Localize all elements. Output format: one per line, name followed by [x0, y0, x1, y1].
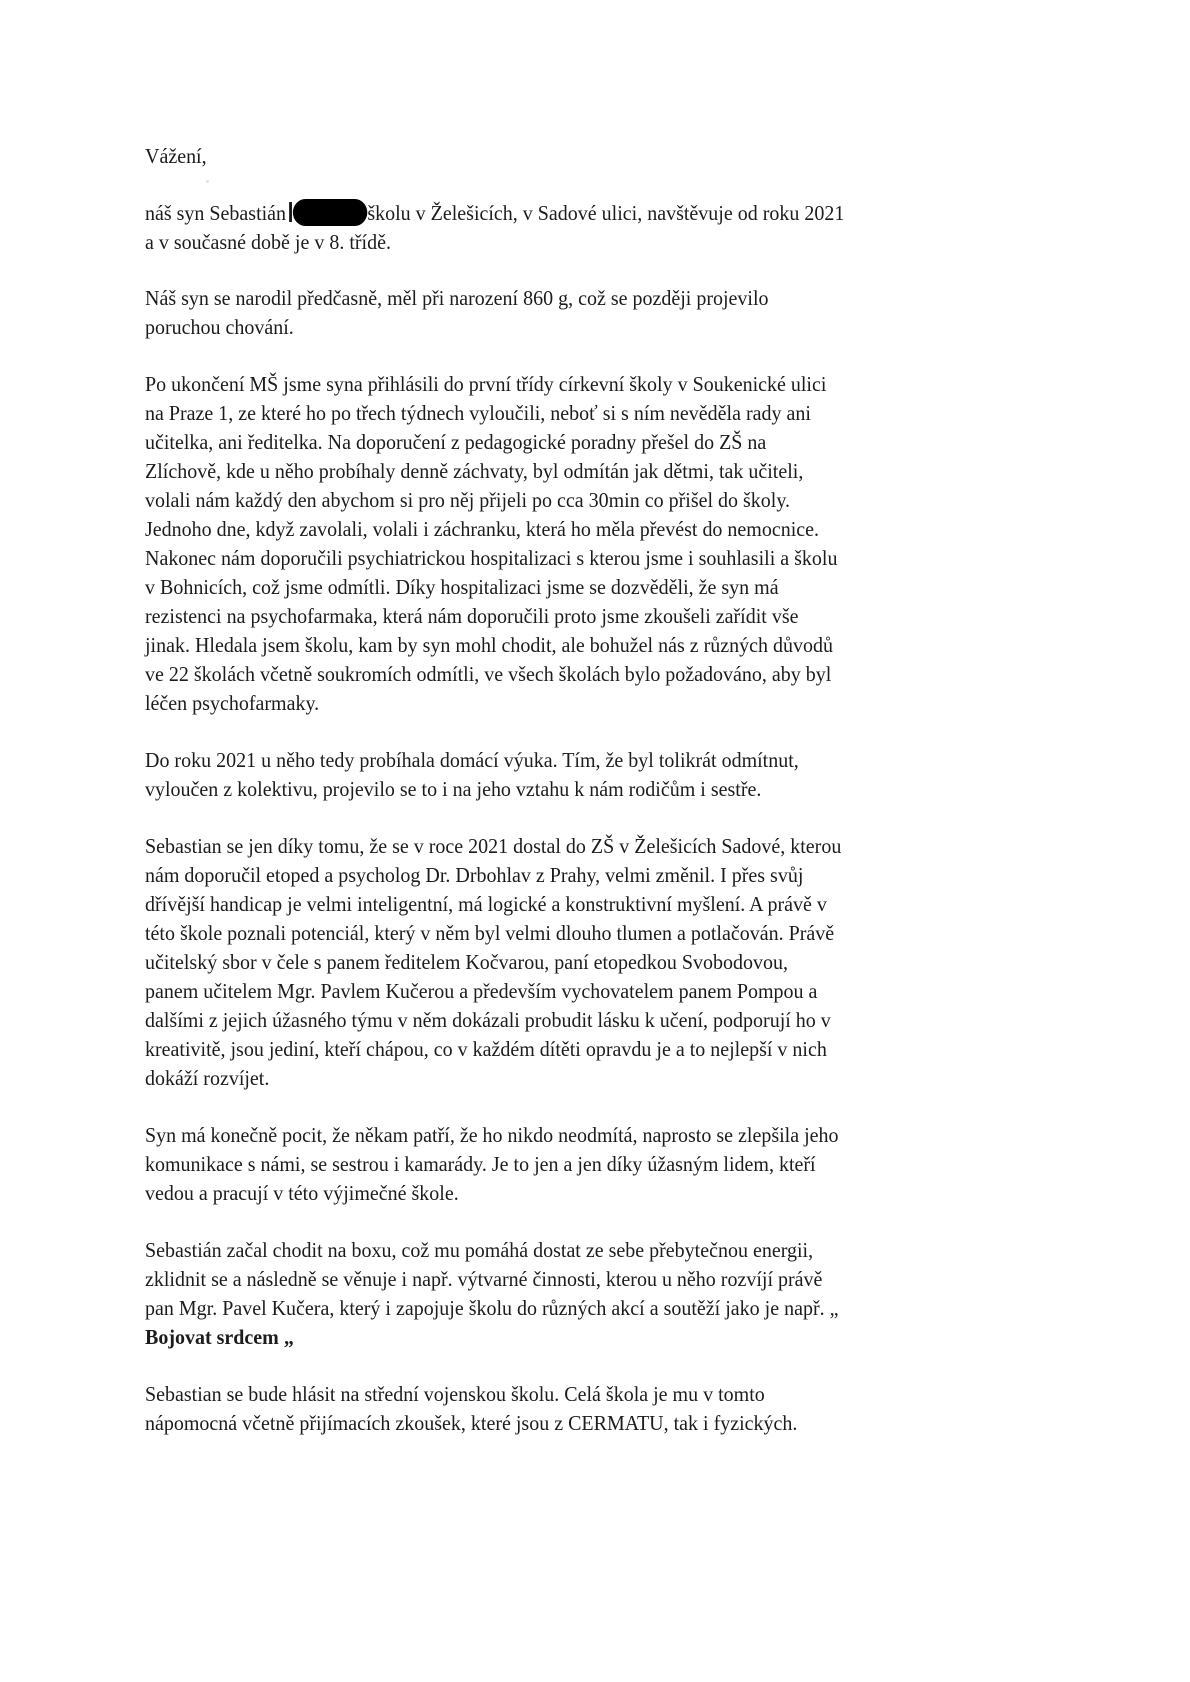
paragraph-5-line: dalšími z jejich úžasného týmu v něm dokázali probudit lásku k učení, podporují ho v	[145, 1008, 831, 1032]
paragraph-5-line: panem učitelem Mgr. Pavlem Kučerou a především vychovatelem panem Pompou a	[145, 979, 818, 1003]
paragraph-5-line: této škole poznali potenciál, který v něm byl velmi dlouho tlumen a potlačován. Právě	[145, 921, 835, 945]
paragraph-4-line: Do roku 2021 u něho tedy probíhala domácí výuka. Tím, že byl tolikrát odmítnut,	[145, 748, 799, 772]
paragraph-3-line: Zlíchově, kde u něho probíhaly denně záchvaty, byl odmítán jak dětmi, tak učiteli,	[145, 459, 804, 483]
paragraph-1-line-2: a v současné době je v 8. třídě.	[145, 230, 391, 254]
paragraph-3-line: Nakonec nám doporučili psychiatrickou hospitalizaci s kterou jsme i souhlasili a školu	[145, 546, 838, 570]
paragraph-5-line: učitelský sbor v čele s panem ředitelem Kočvarou, paní etopedkou Svobodovou,	[145, 950, 789, 974]
paragraph-3-line: léčen psychofarmaky.	[145, 691, 320, 715]
bold-phrase: Bojovat srdcem „	[145, 1325, 294, 1349]
paragraph-3-line: rezistenci na psychofarmaka, která nám doporučili proto jsme zkoušeli zařídit vše	[145, 604, 799, 628]
text-segment: školu v Želešicích, v Sadové ulici, navštěvuje od roku 2021	[367, 201, 845, 225]
paragraph-6-line: Syn má konečně pocit, že někam patří, že ho nikdo neodmítá, naprosto se zlepšila jeho	[145, 1123, 839, 1147]
paragraph-5-line: kreativitě, jsou jediní, kteří chápou, co v každém dítěti opravdu je a to nejlepší v nich	[145, 1037, 827, 1061]
paragraph-2-line: poruchou chování.	[145, 315, 294, 339]
paragraph-8-line: Sebastian se bude hlásit na střední vojenskou školu. Celá škola je mu v tomto	[145, 1382, 765, 1406]
paragraph-3-line: Jednoho dne, když zavolali, volali i záchranku, která ho měla převést do nemocnice.	[145, 517, 820, 541]
paragraph-3-line: v Bohnicích, což jsme odmítli. Díky hospitalizaci jsme se dozvěděli, že syn má	[145, 575, 779, 599]
paragraph-3-line: jinak. Hledala jsem školu, kam by syn mohl chodit, ale bohužel nás z různých důvodů	[145, 633, 834, 657]
paragraph-7-line: zklidnit se a následně se věnuje i např. výtvarné činnosti, kterou u něho rozvíjí právě	[145, 1267, 823, 1291]
scan-speck	[206, 180, 209, 183]
paragraph-5-line: dřívější handicap je velmi inteligentní, má logické a konstruktivní myšlení. A právě v	[145, 892, 827, 916]
paragraph-3-line: na Praze 1, ze které ho po třech týdnech vyloučili, neboť si s ním nevěděla rady ani	[145, 401, 811, 425]
paragraph-5-line: Sebastian se jen díky tomu, že se v roce 2021 dostal do ZŠ v Želešicích Sadové, kterou	[145, 834, 842, 858]
paragraph-8-line: nápomocná včetně přijímacích zkoušek, které jsou z CERMATU, tak i fyzických.	[145, 1411, 798, 1435]
paragraph-5-line: dokáží rozvíjet.	[145, 1066, 270, 1090]
paragraph-2-line: Náš syn se narodil předčasně, měl při narození 860 g, což se později projevilo	[145, 286, 769, 310]
text-segment: náš syn Sebastián	[145, 201, 287, 225]
paragraph-3-line: učitelka, ani ředitelka. Na doporučení z pedagogické poradny přešel do ZŠ na	[145, 430, 767, 454]
paragraph-3-line: volali nám každý den abychom si pro něj přijeli po cca 30min co přišel do školy.	[145, 488, 791, 512]
paragraph-5-line: nám doporučil etoped a psycholog Dr. Drbohlav z Prahy, velmi změnil. I přes svůj	[145, 863, 804, 887]
paragraph-4-line: vyloučen z kolektivu, projevilo se to i na jeho vztahu k nám rodičům i sestře.	[145, 777, 762, 801]
paragraph-6-line: komunikace s námi, se sestrou i kamarády. Je to jen a jen díky úžasným lidem, kteří	[145, 1152, 816, 1176]
salutation: Vážení,	[145, 144, 207, 168]
paragraph-7-line: Sebastián začal chodit na boxu, což mu pomáhá dostat ze sebe přebytečnou energii,	[145, 1238, 814, 1262]
paragraph-1-line-1	[145, 199, 844, 228]
paragraph-6-line: vedou a pracují v této výjimečné škole.	[145, 1181, 459, 1205]
paragraph-3-line: ve 22 školách včetně soukromích odmítli, ve všech školách bylo požadováno, aby byl	[145, 662, 832, 686]
redaction-mark	[293, 199, 367, 226]
paragraph-3-line: Po ukončení MŠ jsme syna přihlásili do první třídy církevní školy v Soukenické ulici	[145, 372, 827, 396]
paragraph-7-line: pan Mgr. Pavel Kučera, který i zapojuje školu do různých akcí a soutěží jako je např. „	[145, 1296, 839, 1320]
